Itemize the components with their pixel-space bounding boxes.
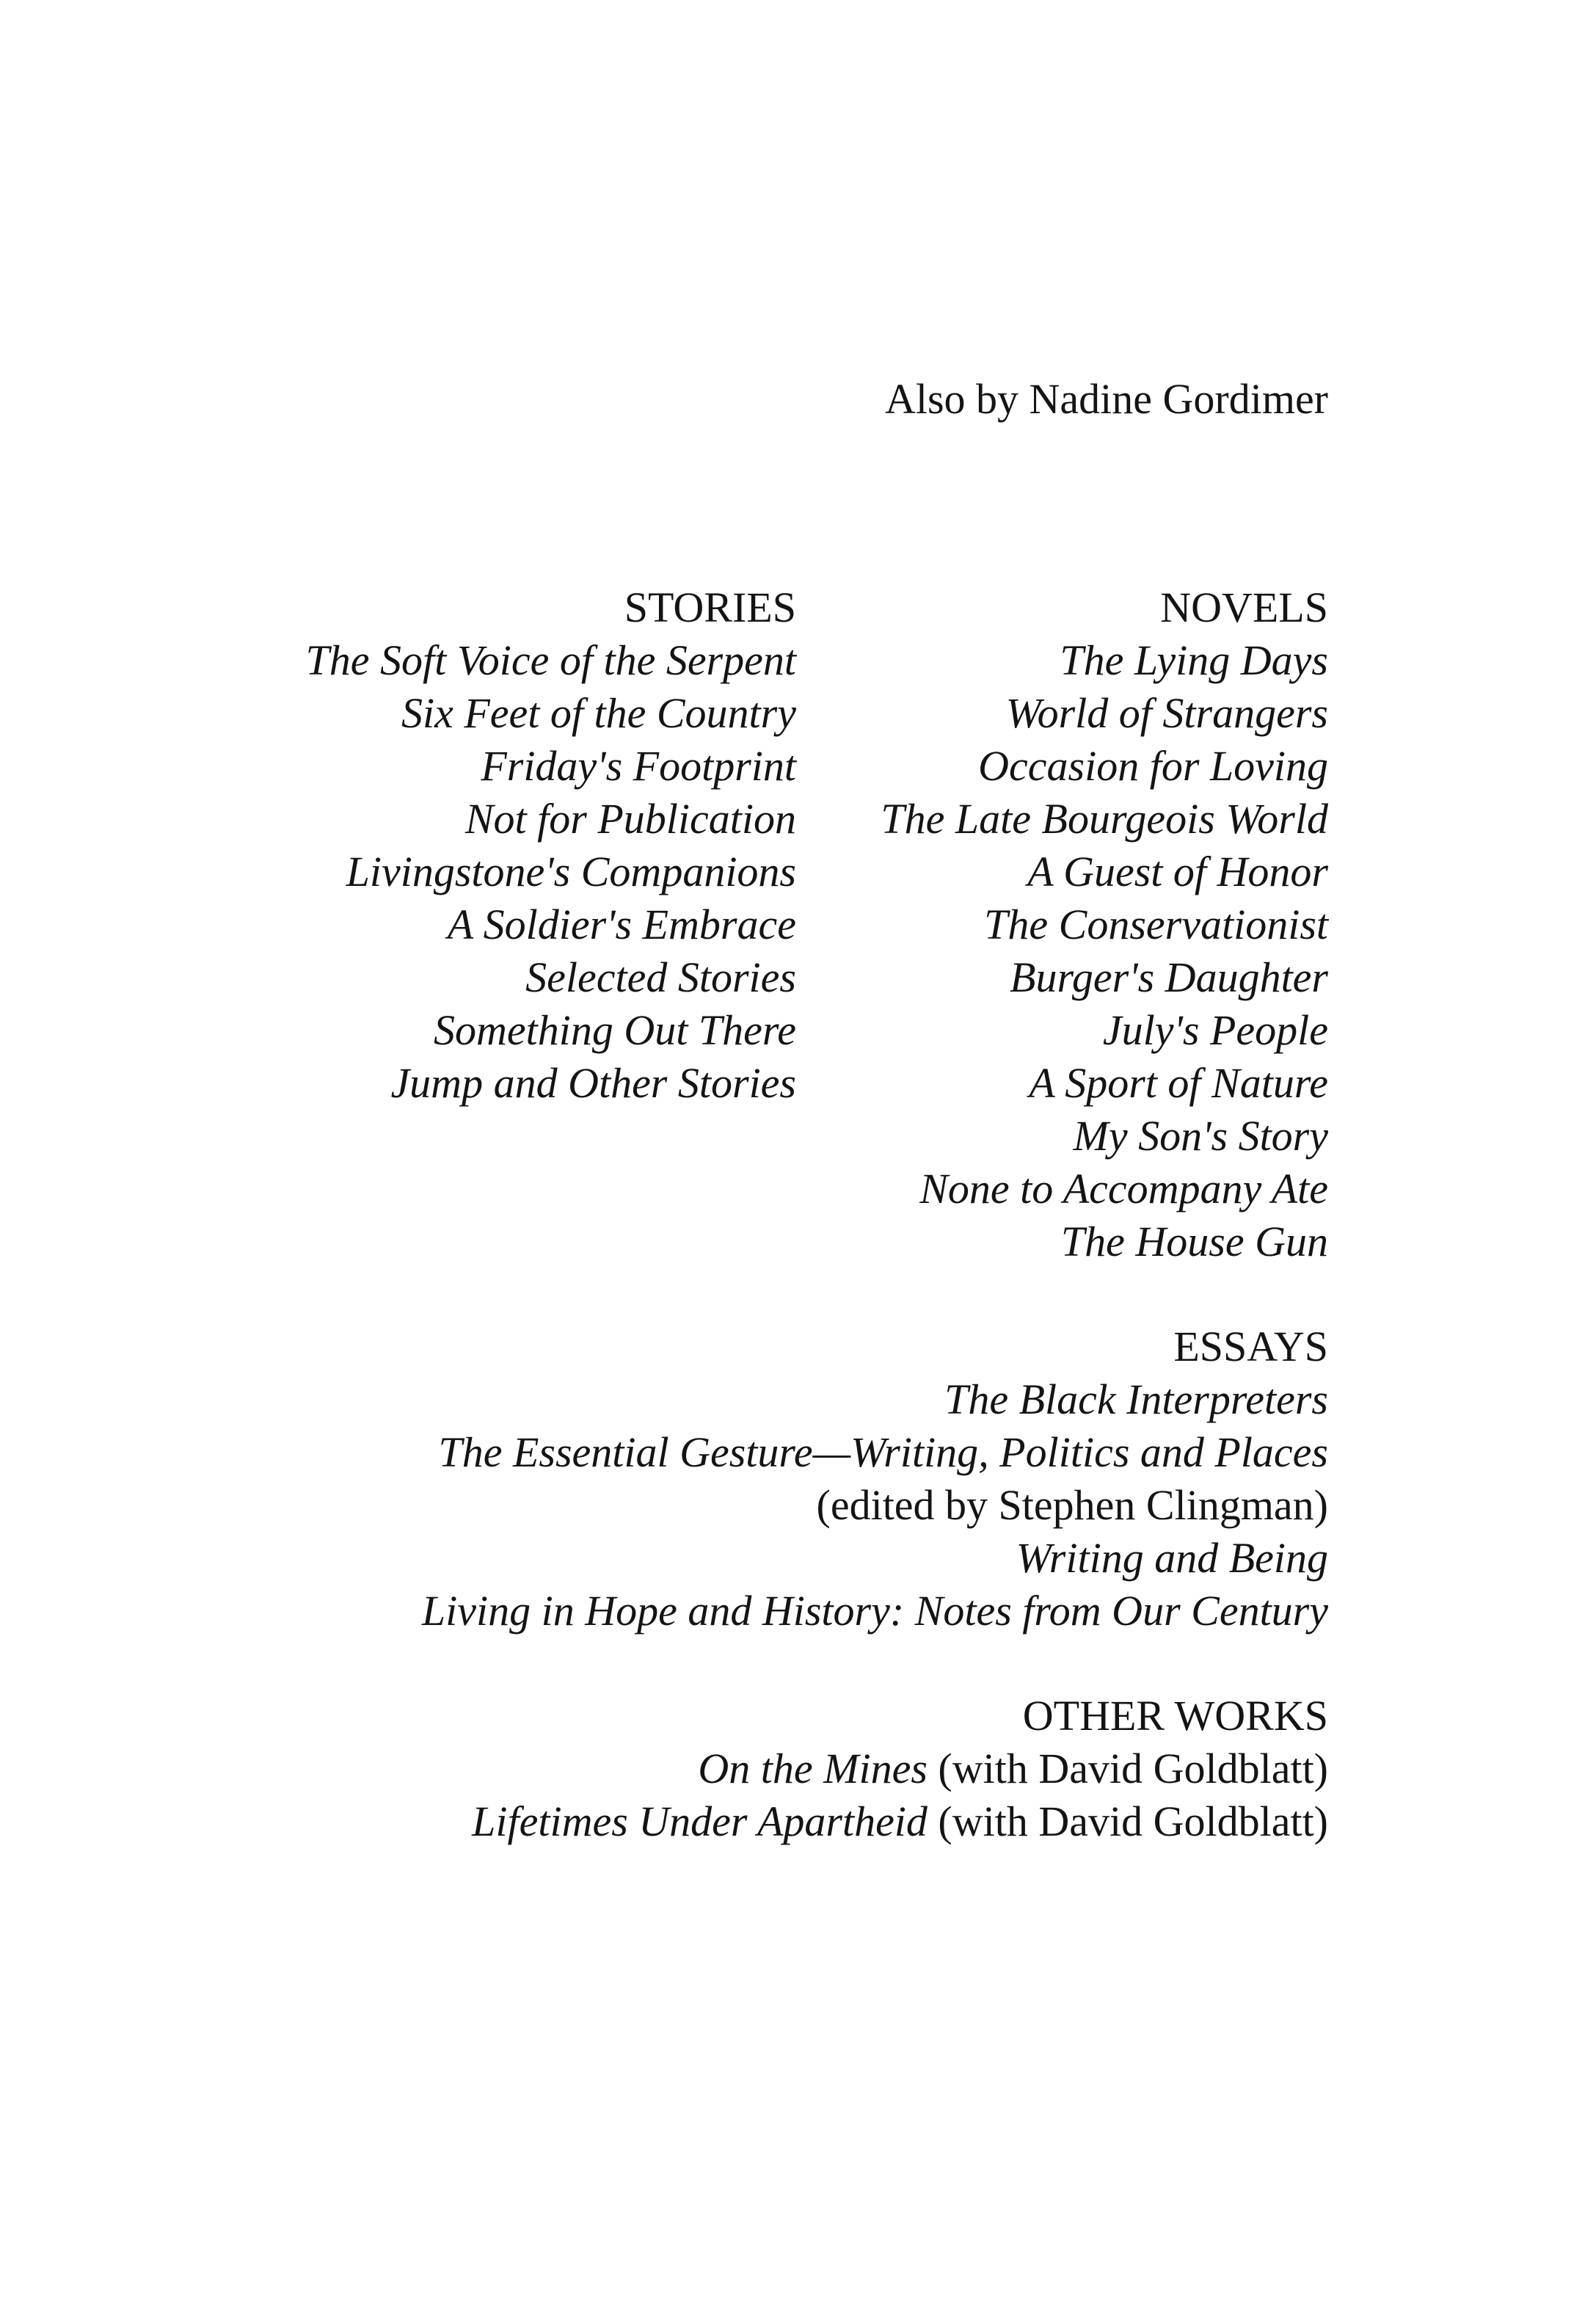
other-work-title: Lifetimes Under Apartheid <box>472 1797 928 1845</box>
essay-item: Writing and Being <box>1016 1534 1328 1582</box>
list-item: A Guest of Honor <box>1027 848 1328 895</box>
list-item: Selected Stories <box>525 953 796 1001</box>
stories-title: STORIES <box>624 584 796 631</box>
list-item: The Conservationist <box>984 901 1328 948</box>
section-gap <box>422 1637 1328 1690</box>
right-column <box>422 581 1328 1848</box>
list-item: Jump and Other Stories <box>390 1059 796 1107</box>
essay-item: The Essential Gesture—Writing, Politics and Places <box>438 1428 1328 1476</box>
other-work-note: (with David Goldblatt) <box>927 1797 1328 1845</box>
list-item: World of Strangers <box>1005 689 1328 737</box>
list-item: The Late Bourgeois World <box>881 795 1328 843</box>
list-item: Not for Publication <box>464 795 796 843</box>
essay-item-note: (edited by Stephen Clingman) <box>816 1481 1328 1529</box>
list-item: Something Out There <box>433 1006 796 1054</box>
list-item: July's People <box>1102 1006 1328 1054</box>
novels-title: NOVELS <box>1160 584 1328 631</box>
list-item: None to Accompany Ate <box>919 1165 1328 1213</box>
other-work-title: On the Mines <box>698 1745 928 1792</box>
list-item: Livingstone's Companions <box>346 848 796 895</box>
list-item: The Lying Days <box>1060 636 1328 684</box>
list-item: Friday's Footprint <box>481 742 796 790</box>
list-item: Occasion for Loving <box>978 742 1328 790</box>
list-item: My Son's Story <box>1073 1112 1328 1160</box>
also-by-heading: Also by Nadine Gordimer <box>884 375 1328 423</box>
list-item: The Soft Voice of the Serpent <box>305 636 796 684</box>
list-item: Burger's Daughter <box>1010 953 1328 1001</box>
other-work-item <box>422 1742 1328 1795</box>
list-item: The House Gun <box>1060 1218 1328 1265</box>
novels-list <box>422 634 1328 1268</box>
essays-title: ESSAYS <box>1173 1323 1328 1370</box>
essay-item: The Black Interpreters <box>944 1375 1328 1423</box>
other-works-title: OTHER WORKS <box>1022 1692 1328 1740</box>
other-work-item <box>422 1795 1328 1848</box>
other-work-note: (with David Goldblatt) <box>927 1745 1328 1792</box>
list-item: A Sport of Nature <box>1029 1059 1328 1107</box>
list-item: Six Feet of the Country <box>401 689 796 737</box>
section-gap <box>422 1268 1328 1320</box>
list-item: A Soldier's Embrace <box>447 901 796 948</box>
essay-item: Living in Hope and History: Notes from Our Century <box>421 1587 1328 1635</box>
